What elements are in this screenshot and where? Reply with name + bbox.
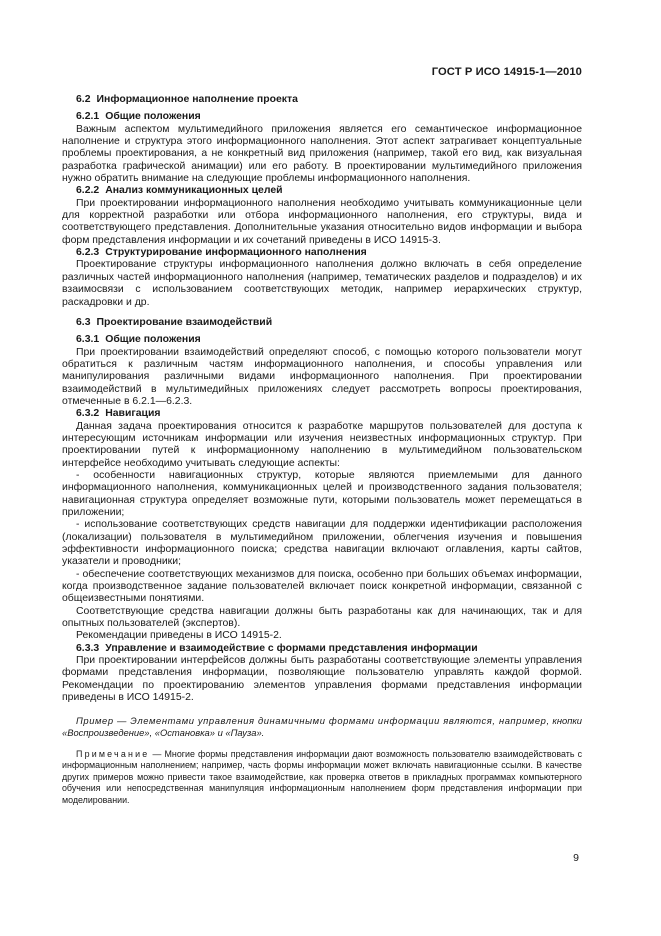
section-number: 6.3.1 xyxy=(76,334,100,346)
section-number: 6.3 xyxy=(76,316,91,328)
note-text: — Многие формы представления информации дают возможность пользователю взаимодействовать с информационным наполнением; например, часть формы информации может включать навигационные ссылки. В качестве других примеров можно привести такое взаимодействие, как проверка ответов в прикладных программах компьютерного обучения или непосредственная манипуляция информационным наполнением форм представления информации при моделировании. xyxy=(62,748,583,805)
list-item: - использование соответствующих средств навигации для поддержки идентификации расположения (локализации) пользователя в мультимедийном приложении, облегчения изучения и повышения эффективности информационного поиска; средства навигации включают оглавления, карты сайтов, указатели и проводники; xyxy=(62,519,582,568)
section-number: 6.3.2 xyxy=(76,408,100,420)
paragraph-6-3-3: При проектировании интерфейсов должны быть разработаны соответствующие элементы управления формами представления информации, позволяющие пользователю управлять каждой формой. Рекомендации по проектированию элементов управления формами представления информации приведены в ИСО 14915-2. xyxy=(62,655,582,704)
paragraph-6-3-1: При проектировании взаимодействий определяют способ, с помощью которого пользователи могут обратиться к различным частям информационного наполнения, и способы управления или манипулирования различными видами информационного наполнения. При проектировании взаимодействий в мультимедийных приложениях следует рассмотреть вопросы проектирования, отмеченные в 6.2.1—6.2.3. xyxy=(62,346,582,407)
section-number: 6.3.3 xyxy=(76,642,100,654)
section-title: Проектирование взаимодействий xyxy=(96,316,273,328)
list-item: - особенности навигационных структур, которые являются приемлемыми для данного информационного наполнения, коммуникационных целей и производственного задания пользователя; навигационная структура определяет возможные пути, которыми пользователь может перемещаться в приложении; xyxy=(62,469,582,518)
section-title: Общие положения xyxy=(105,334,201,346)
section-title: Навигация xyxy=(105,408,161,420)
paragraph-6-3-2-experts: Соответствующие средства навигации должны быть разработаны как для начинающих, так и для опытных пользователей (экспертов). xyxy=(62,605,582,630)
section-heading-6-3-1 xyxy=(62,334,582,346)
page-number: 9 xyxy=(573,852,579,864)
section-heading-6-2-1 xyxy=(62,111,582,123)
section-number: 6.2.1 xyxy=(76,111,100,123)
section-title: Информационное наполнение проекта xyxy=(96,94,298,105)
section-heading-6-3-3 xyxy=(62,643,582,655)
section-heading-6-2-3 xyxy=(62,247,582,259)
section-heading-6-3-2 xyxy=(62,408,582,420)
paragraph-6-2-2: При проектировании информационного наполнения необходимо учитывать коммуникационные цели для корректной разработки или отбора информационного наполнения, его структуры, вида и соответствующего представления. Дополнительные указания относительно видов информации и выбора форм представления информации и их сочетаний приведены в ИСО 14915-3. xyxy=(62,197,582,246)
paragraph-6-2-3: Проектирование структуры информационного наполнения должно включать в себя определение различных частей информационного наполнения (например, тематических разделов и подразделов) и их взаимосвязи с использованием соответствующих методик, например иерархических структур, раскадровки и др. xyxy=(62,259,582,308)
note-label: Примечание xyxy=(76,748,150,759)
section-title: Управление и взаимодействие с формами представления информации xyxy=(105,642,478,654)
example-label: Пример — Элементами управления динамичными формами информации являются, например, xyxy=(76,714,550,726)
section-heading-6-3 xyxy=(62,317,582,329)
section-number: 6.2 xyxy=(76,94,91,105)
example-text: кнопки «Воспроизведение», «Остановка» и «Пауза». xyxy=(62,714,583,738)
note-block xyxy=(62,749,582,807)
section-number: 6.2.2 xyxy=(76,185,100,197)
section-heading-6-2 xyxy=(62,94,582,106)
section-title: Общие положения xyxy=(105,111,201,123)
section-number: 6.2.3 xyxy=(76,247,100,259)
page-content xyxy=(62,94,582,815)
section-title: Структурирование информационного наполнения xyxy=(105,247,367,259)
paragraph-6-2-1: Важным аспектом мультимедийного приложения является его семантическое информационное наполнение и структура этого информационного наполнения. Этот аспект затрагивает концептуальные проблемы проектирования, а не конкретный вид приложения (например, такой его вид, как визуальная разработка графической анимации) или его работу. В проектировании мультимедийного приложения нужно обратить внимание на следующие проблемы информационного наполнения. xyxy=(62,123,582,185)
document-header: ГОСТ Р ИСО 14915-1—2010 xyxy=(431,66,582,78)
paragraph-6-3-2: Данная задача проектирования относится к разработке маршрутов пользователей для доступа к интересующим источникам информации или изучения неизвестных информационных структур. При проектировании путей к информационному наполнению в мультимедийном пользовательском интерфейсе необходимо учитывать следующие аспекты: xyxy=(62,420,582,469)
paragraph-6-3-2-reference: Рекомендации приведены в ИСО 14915-2. xyxy=(76,630,282,642)
list-item: - обеспечение соответствующих механизмов для поиска, особенно при больших объемах информации, когда производственное задание пользователей включает поиск конкретной информации, связанной с общеизвестными понятиями. xyxy=(62,568,582,605)
example-block xyxy=(62,715,582,739)
section-title: Анализ коммуникационных целей xyxy=(105,185,283,197)
section-heading-6-2-2 xyxy=(62,185,582,197)
